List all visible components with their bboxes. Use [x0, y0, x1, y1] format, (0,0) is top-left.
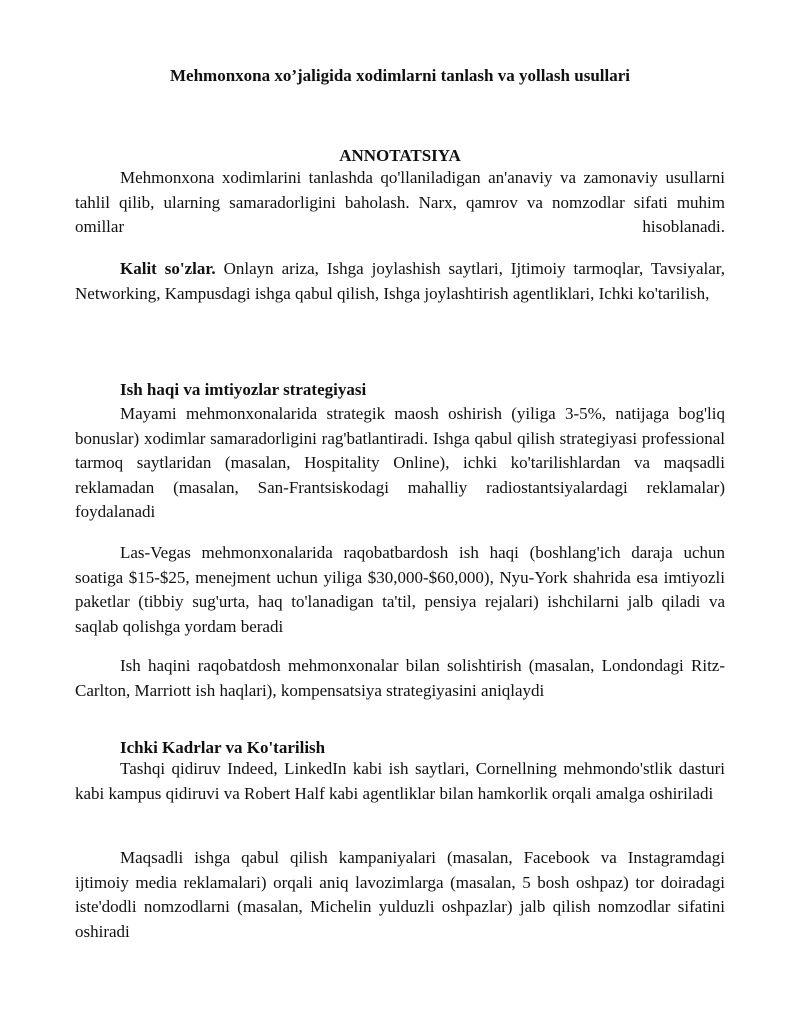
keywords-text: Onlayn ariza, Ishga joylashish saytlari, Ijtimoiy tarmoqlar, Tavsiyalar, Networking, Kampusdagi ishga qabul qilish, Ishga joylashtirish agentliklari, Ichki ko'tarilish, [75, 259, 725, 303]
section2-paragraph-1 [75, 757, 725, 806]
section-heading-internal: Ichki Kadrlar va Ko'tarilish [120, 738, 326, 757]
keywords-label: Kalit so'zlar. [120, 259, 216, 278]
section1-paragraph-1 [75, 402, 725, 525]
section1-paragraph-3 [75, 654, 725, 703]
section1-p3-text: Ish haqini raqobatdosh mehmonxonalar bilan solishtirish (masalan, Londondagi Ritz-Carlton, Marriott ish haqlari), kompensatsiya strategiyasini aniqlaydi [75, 656, 725, 700]
keywords-paragraph [75, 257, 725, 306]
annotation-heading: ANNOTATSIYA [339, 146, 461, 165]
section1-p2-text: Las-Vegas mehmonxonalarida raqobatbardosh ish haqi (boshlang'ich daraja uchun soatiga $15-$25, menejment uchun yiliga $30,000-$60,000), Nyu-York shahrida esa imtiyozli paketlar (tibbiy sug'urta, haq to'lanadigan ta'til, pensiya rejalari) ishchilarni jalb qiladi va saqlab qolishga yordam beradi [75, 543, 725, 636]
section1-p1-text: Mayami mehmonxonalarida strategik maosh oshirish (yiliga 3-5%, natijaga bog'liq bonuslar) xodimlar samaradorligini rag'batlantiradi. Ishga qabul qilish strategiyasi professional tarmoq saytlaridan (masalan, Hospitality Online), ichki ko'tarilishlardan va maqsadli reklamadan (masalan, San-Frantsiskodagi mahalliy radiostantsiyalardagi reklamalar) foydalanadi [75, 404, 725, 521]
annotation-paragraph [75, 166, 725, 240]
section2-p1-text: Tashqi qidiruv Indeed, LinkedIn kabi ish saytlari, Cornellning mehmondo'stlik dasturi kabi kampus qidiruvi va Robert Half kabi agentliklar bilan hamkorlik orqali amalga oshiriladi [75, 759, 725, 803]
section2-p2-text: Maqsadli ishga qabul qilish kampaniyalari (masalan, Facebook va Instagramdagi ijtimoiy media reklamalari) orqali aniq lavozimlarga (masalan, 5 bosh oshpaz) tor doiradagi iste'dodli nomzodlarni (masalan, Michelin yulduzli oshpazlar) jalb qilish nomzodlar sifatini oshiradi [75, 848, 725, 941]
section-heading-salary: Ish haqi va imtiyozlar strategiyasi [120, 380, 367, 399]
section1-paragraph-2 [75, 541, 725, 639]
annotation-text: Mehmonxona xodimlarini tanlashda qo'llaniladigan an'anaviy va zamonaviy usullarni tahlil qilib, ularning samaradorligini baholash. Narx, qamrov va nomzodlar sifati muhim omillar hisoblanadi. [75, 168, 725, 236]
document-title: Mehmonxona xo’jaligida xodimlarni tanlash va yollash usullari [169, 66, 630, 85]
section2-paragraph-2 [75, 846, 725, 944]
